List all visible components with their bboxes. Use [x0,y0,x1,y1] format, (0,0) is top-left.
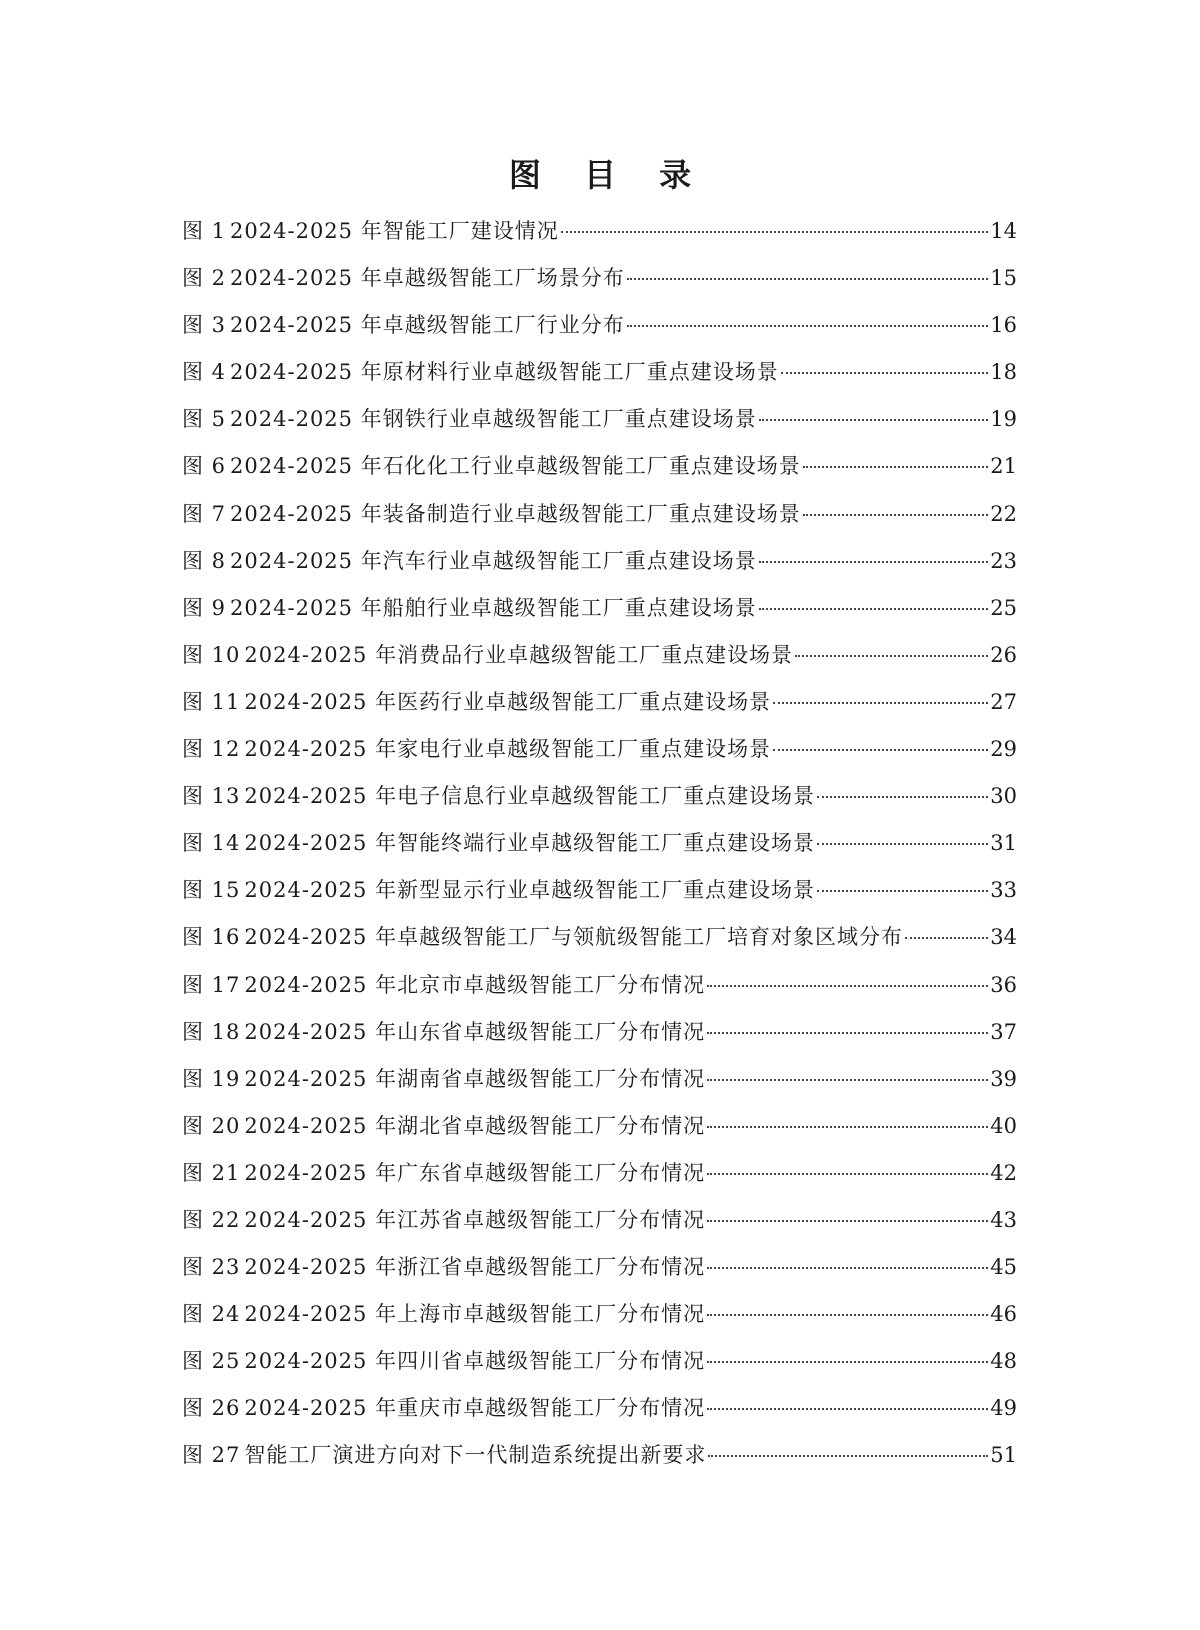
figure-list-item-25[interactable] [182,1338,1017,1385]
page-number: 51 [990,1443,1017,1468]
figure-number: 图 13 [182,784,241,809]
figure-caption: 智能工厂演进方向对下一代制造系统提出新要求 [244,1443,707,1468]
dot-leader [707,1220,988,1222]
dot-leader [627,278,989,280]
figure-list-item-7[interactable] [182,491,1017,538]
figure-caption: 2024-2025 年卓越级智能工厂场景分布 [230,266,625,291]
dot-leader [707,1267,988,1269]
dot-leader [759,419,989,421]
page-number: 34 [990,925,1017,950]
page-number: 48 [990,1349,1017,1374]
dot-leader [707,1361,988,1363]
figure-caption: 2024-2025 年医药行业卓越级智能工厂重点建设场景 [244,689,772,714]
figure-list-item-20[interactable] [182,1103,1017,1150]
figure-number: 图 9 [182,595,227,620]
figure-list-item-23[interactable] [182,1244,1017,1291]
dot-leader [707,1032,988,1034]
figure-list-item-5[interactable] [182,396,1017,443]
figure-list-item-2[interactable] [182,255,1017,302]
figure-caption: 2024-2025 年山东省卓越级智能工厂分布情况 [244,1019,706,1044]
figure-caption: 2024-2025 年上海市卓越级智能工厂分布情况 [244,1302,706,1327]
page-number: 23 [990,548,1017,573]
figure-list-item-17[interactable] [182,962,1017,1009]
figure-list-item-3[interactable] [182,302,1017,349]
page-number: 43 [990,1207,1017,1232]
dot-leader [773,749,988,751]
figure-number: 图 27 [182,1443,241,1468]
figure-caption: 2024-2025 年石化化工行业卓越级智能工厂重点建设场景 [230,454,801,479]
figure-list-item-10[interactable] [182,632,1017,679]
figure-number: 图 24 [182,1302,241,1327]
figure-list-item-27[interactable] [182,1432,1017,1479]
figure-list-item-24[interactable] [182,1291,1017,1338]
page-number: 33 [990,878,1017,903]
dot-leader [759,561,989,563]
figure-caption: 2024-2025 年消费品行业卓越级智能工厂重点建设场景 [244,642,794,667]
figure-list-item-9[interactable] [182,585,1017,632]
figure-list [182,208,1017,1480]
figure-number: 图 3 [182,313,227,338]
figure-number: 图 14 [182,831,241,856]
figure-number: 图 8 [182,548,227,573]
dot-leader [707,1126,988,1128]
page-number: 30 [990,784,1017,809]
dot-leader [561,231,989,233]
page-number: 36 [990,972,1017,997]
dot-leader [707,1314,988,1316]
figure-caption: 2024-2025 年湖南省卓越级智能工厂分布情况 [244,1066,706,1091]
figure-caption: 2024-2025 年原材料行业卓越级智能工厂重点建设场景 [230,360,779,385]
figure-caption: 2024-2025 年四川省卓越级智能工厂分布情况 [244,1349,706,1374]
page-number: 37 [990,1019,1017,1044]
figure-caption: 2024-2025 年卓越级智能工厂与领航级智能工厂培育对象区域分布 [244,925,904,950]
figure-list-item-11[interactable] [182,679,1017,726]
figure-number: 图 7 [182,501,227,526]
figure-list-item-8[interactable] [182,538,1017,585]
figure-list-item-19[interactable] [182,1056,1017,1103]
page-number: 22 [990,501,1017,526]
page-number: 49 [990,1396,1017,1421]
figure-caption: 2024-2025 年钢铁行业卓越级智能工厂重点建设场景 [230,407,757,432]
figure-caption: 2024-2025 年江苏省卓越级智能工厂分布情况 [244,1207,706,1232]
page-number: 40 [990,1113,1017,1138]
figure-list-item-15[interactable] [182,867,1017,914]
figure-caption: 2024-2025 年装备制造行业卓越级智能工厂重点建设场景 [230,501,801,526]
page-number: 46 [990,1302,1017,1327]
figure-caption: 2024-2025 年智能工厂建设情况 [230,219,559,243]
page-number: 19 [990,407,1017,432]
figure-number: 图 26 [182,1396,241,1421]
figure-list-item-14[interactable] [182,820,1017,867]
dot-leader [759,608,989,610]
figure-caption: 2024-2025 年电子信息行业卓越级智能工厂重点建设场景 [244,784,816,809]
dot-leader [707,1079,988,1081]
figure-number: 图 2 [182,266,227,291]
figure-caption: 2024-2025 年船舶行业卓越级智能工厂重点建设场景 [230,595,757,620]
figure-number: 图 17 [182,972,241,997]
figure-number: 图 15 [182,878,241,903]
dot-leader [708,1455,988,1457]
figure-number: 图 6 [182,454,227,479]
figure-number: 图 12 [182,737,241,762]
dot-leader [803,466,989,468]
figure-number: 图 25 [182,1349,241,1374]
dot-leader [627,325,989,327]
figure-number: 图 23 [182,1255,241,1280]
figure-number: 图 21 [182,1160,241,1185]
page-number: 39 [990,1066,1017,1091]
figure-list-item-21[interactable] [182,1150,1017,1197]
page-number: 16 [990,313,1017,338]
figure-number: 图 19 [182,1066,241,1091]
figure-caption: 2024-2025 年新型显示行业卓越级智能工厂重点建设场景 [244,878,816,903]
page-number: 29 [990,737,1017,762]
figure-number: 图 5 [182,407,227,432]
page-number: 15 [990,266,1017,291]
dot-leader [905,937,988,939]
figure-number: 图 16 [182,925,241,950]
figure-list-item-26[interactable] [182,1385,1017,1432]
page-number: 31 [990,831,1017,856]
page-number: 26 [990,642,1017,667]
figure-list-item-13[interactable] [182,773,1017,820]
figure-list-item-12[interactable] [182,726,1017,773]
figure-caption: 2024-2025 年智能终端行业卓越级智能工厂重点建设场景 [244,831,816,856]
figure-list-item-4[interactable] [182,349,1017,396]
page-title: 图 目 录 [508,156,708,194]
dot-leader [707,1408,988,1410]
dot-leader [781,372,989,374]
figure-list-item-18[interactable] [182,1009,1017,1056]
figure-number: 图 1 [182,219,227,243]
figure-number: 图 20 [182,1113,241,1138]
dot-leader [817,843,988,845]
figure-number: 图 18 [182,1019,241,1044]
page-number: 18 [990,360,1017,385]
figure-number: 图 11 [182,689,241,714]
page-number: 27 [990,689,1017,714]
figure-caption: 2024-2025 年汽车行业卓越级智能工厂重点建设场景 [230,548,757,573]
figure-number: 图 22 [182,1207,241,1232]
dot-leader [707,985,988,987]
dot-leader [817,890,988,892]
figure-caption: 2024-2025 年浙江省卓越级智能工厂分布情况 [244,1255,706,1280]
page-number: 25 [990,595,1017,620]
figure-caption: 2024-2025 年广东省卓越级智能工厂分布情况 [244,1160,706,1185]
figure-caption: 2024-2025 年家电行业卓越级智能工厂重点建设场景 [244,737,772,762]
figure-number: 图 4 [182,360,227,385]
page-number: 14 [990,219,1017,243]
figure-number: 图 10 [182,642,241,667]
figure-list-item-6[interactable] [182,443,1017,490]
figure-caption: 2024-2025 年重庆市卓越级智能工厂分布情况 [244,1396,706,1421]
page-number: 45 [990,1255,1017,1280]
figure-caption: 2024-2025 年湖北省卓越级智能工厂分布情况 [244,1113,706,1138]
dot-leader [773,702,988,704]
dot-leader [795,655,988,657]
dot-leader [707,1173,988,1175]
figure-list-item-16[interactable] [182,914,1017,961]
figure-list-item-1[interactable] [182,208,1017,255]
figure-caption: 2024-2025 年卓越级智能工厂行业分布 [230,313,625,338]
figure-list-item-22[interactable] [182,1197,1017,1244]
figure-caption: 2024-2025 年北京市卓越级智能工厂分布情况 [244,972,706,997]
dot-leader [817,796,988,798]
page-number: 42 [990,1160,1017,1185]
page-number: 21 [990,454,1017,479]
dot-leader [803,514,989,516]
